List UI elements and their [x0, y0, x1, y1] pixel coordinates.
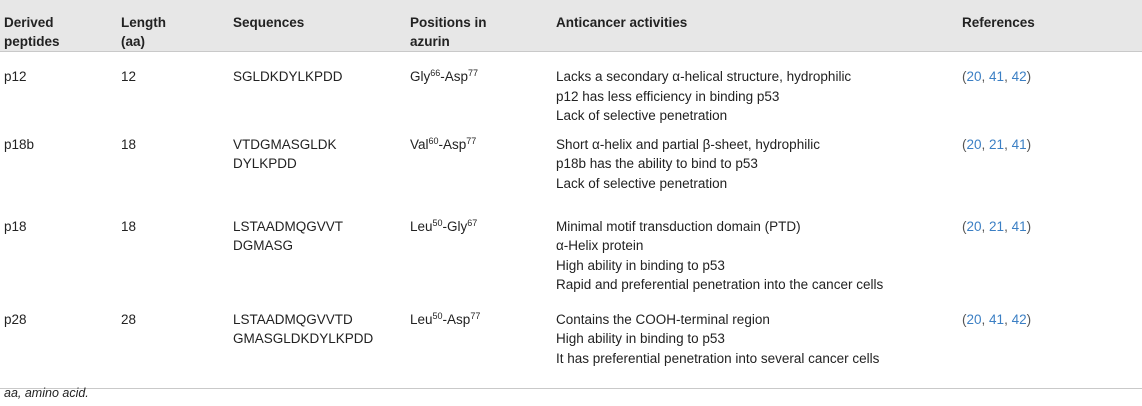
cell-length: 18 — [121, 218, 137, 234]
ref-close-paren: ) — [1026, 218, 1032, 234]
cell-references — [958, 135, 1142, 217]
cell-sequence — [229, 52, 406, 135]
header-sequences — [229, 0, 406, 52]
cell-peptide: p28 — [0, 310, 117, 389]
header-line: Sequences — [233, 15, 305, 30]
header-row — [0, 0, 1142, 52]
reference-link[interactable]: 21 — [989, 218, 1005, 234]
table-row — [0, 310, 1142, 389]
position-end-residue: Asp — [443, 136, 467, 152]
cell-references — [958, 310, 1142, 389]
cell-sequence — [229, 217, 406, 310]
activity-line: p12 has less efficiency in binding p53 — [556, 88, 780, 104]
position-start-number: 66 — [430, 68, 441, 78]
activity-line: Short α-helix and partial β-sheet, hydrophilic — [556, 136, 820, 152]
cell-sequence — [229, 135, 406, 217]
activity-line: It has preferential penetration into several cancer cells — [556, 350, 880, 366]
position-end-number: 67 — [467, 217, 478, 228]
reference-link[interactable]: 42 — [1011, 69, 1027, 84]
table-row — [0, 135, 1142, 217]
cell-peptide: p18b — [4, 136, 35, 152]
cell-length: 12 — [121, 69, 137, 84]
position-start-number: 60 — [428, 135, 439, 146]
reference-link[interactable]: 20 — [966, 218, 982, 234]
header-line: Anticancer activities — [556, 15, 688, 30]
position-end-residue: Gly — [447, 218, 468, 234]
table-row — [0, 52, 1142, 135]
header-derived-peptides — [0, 0, 117, 52]
header-line: Derived — [4, 15, 54, 30]
header-line: (aa) — [121, 34, 146, 49]
reference-link[interactable]: 42 — [1011, 311, 1027, 327]
ref-separator: , — [1004, 218, 1012, 234]
ref-open-paren: ( — [962, 136, 967, 152]
ref-open-paren: ( — [962, 69, 967, 84]
header-length — [117, 0, 229, 52]
header-line: azurin — [410, 34, 450, 49]
position-end-number: 77 — [466, 135, 477, 146]
header-line: peptides — [4, 34, 60, 49]
activity-line: Lack of selective penetration — [556, 108, 728, 123]
position-separator: - — [442, 311, 448, 327]
position-start-residue: Leu — [410, 218, 433, 234]
cell-references — [958, 52, 1142, 135]
position-start-residue: Gly — [410, 69, 431, 84]
ref-close-paren: ) — [1026, 311, 1032, 327]
reference-link[interactable]: 21 — [989, 136, 1005, 152]
cell-activities — [552, 217, 958, 310]
activity-line: Contains the COOH-terminal region — [556, 311, 770, 327]
position-separator: - — [442, 218, 448, 234]
activity-line: Rapid and preferential penetration into the cancer cells — [556, 277, 884, 292]
sequence-line: LSTAADMQGVVT — [233, 218, 344, 234]
cell-length: 28 — [117, 310, 229, 389]
cell-length: 18 — [121, 136, 137, 152]
activity-line: Minimal motif transduction domain (PTD) — [556, 218, 801, 234]
activity-line: High ability in binding to p53 — [556, 257, 725, 273]
reference-link[interactable]: 41 — [1011, 218, 1027, 234]
cell-activities — [552, 310, 958, 389]
position-end-residue: Asp — [444, 69, 469, 84]
header-activities — [552, 0, 958, 52]
activity-line: Lacks a secondary α-helical structure, hydrophilic — [556, 69, 852, 84]
header-line: Positions in — [410, 15, 487, 30]
position-start-number: 50 — [432, 310, 443, 321]
ref-close-paren: ) — [1026, 136, 1032, 152]
ref-separator: , — [981, 136, 990, 152]
position-end-residue: Asp — [447, 311, 471, 327]
sequence-line: VTDGMASGLDK — [233, 136, 337, 152]
position-end-number: 77 — [470, 310, 481, 321]
activity-line: High ability in binding to p53 — [556, 331, 725, 346]
cell-activities — [552, 135, 958, 217]
table-footnote: aa, amino acid. — [4, 386, 89, 400]
sequence-line: GMASGLDKDYLKPDD — [233, 331, 374, 346]
ref-separator: , — [981, 311, 990, 327]
reference-link[interactable]: 20 — [966, 136, 982, 152]
ref-open-paren: ( — [962, 218, 967, 234]
table-row — [0, 217, 1142, 310]
activity-line: Lack of selective penetration — [556, 175, 728, 191]
ref-separator: , — [981, 69, 990, 84]
cell-peptide: p12 — [4, 69, 27, 84]
header-line: References — [962, 15, 1035, 30]
header-references — [958, 0, 1142, 52]
ref-separator: , — [981, 218, 990, 234]
reference-link[interactable]: 20 — [966, 69, 982, 84]
position-start-number: 50 — [432, 217, 443, 228]
sequence-line: SGLDKDYLKPDD — [233, 69, 343, 84]
cell-position — [406, 135, 552, 217]
cell-peptide: p18 — [4, 218, 27, 234]
reference-link[interactable]: 41 — [1011, 136, 1027, 152]
cell-sequence — [229, 310, 406, 389]
header-positions — [406, 0, 552, 52]
reference-link[interactable]: 41 — [989, 69, 1005, 84]
cell-activities — [552, 52, 958, 135]
activity-line: α-Helix protein — [556, 238, 644, 253]
header-line: Length — [121, 15, 166, 30]
cell-position — [406, 217, 552, 310]
position-separator: - — [438, 136, 444, 152]
cell-references — [958, 217, 1142, 310]
position-start-residue: Leu — [410, 311, 433, 327]
reference-link[interactable]: 20 — [966, 311, 982, 327]
position-separator: - — [440, 69, 445, 84]
sequence-line: DYLKPDD — [233, 156, 297, 171]
ref-separator: , — [1004, 136, 1012, 152]
cell-position — [406, 52, 552, 135]
reference-link[interactable]: 41 — [989, 311, 1005, 327]
activity-line: p18b has the ability to bind to p53 — [556, 156, 758, 171]
ref-separator: , — [1004, 69, 1012, 84]
cell-position — [406, 310, 552, 389]
ref-close-paren: ) — [1026, 69, 1032, 84]
position-start-residue: Val — [410, 136, 429, 152]
ref-separator: , — [1004, 311, 1012, 327]
sequence-line: DGMASG — [233, 238, 294, 253]
sequence-line: LSTAADMQGVVTD — [233, 311, 353, 327]
ref-open-paren: ( — [962, 311, 967, 327]
position-end-number: 77 — [468, 68, 479, 78]
